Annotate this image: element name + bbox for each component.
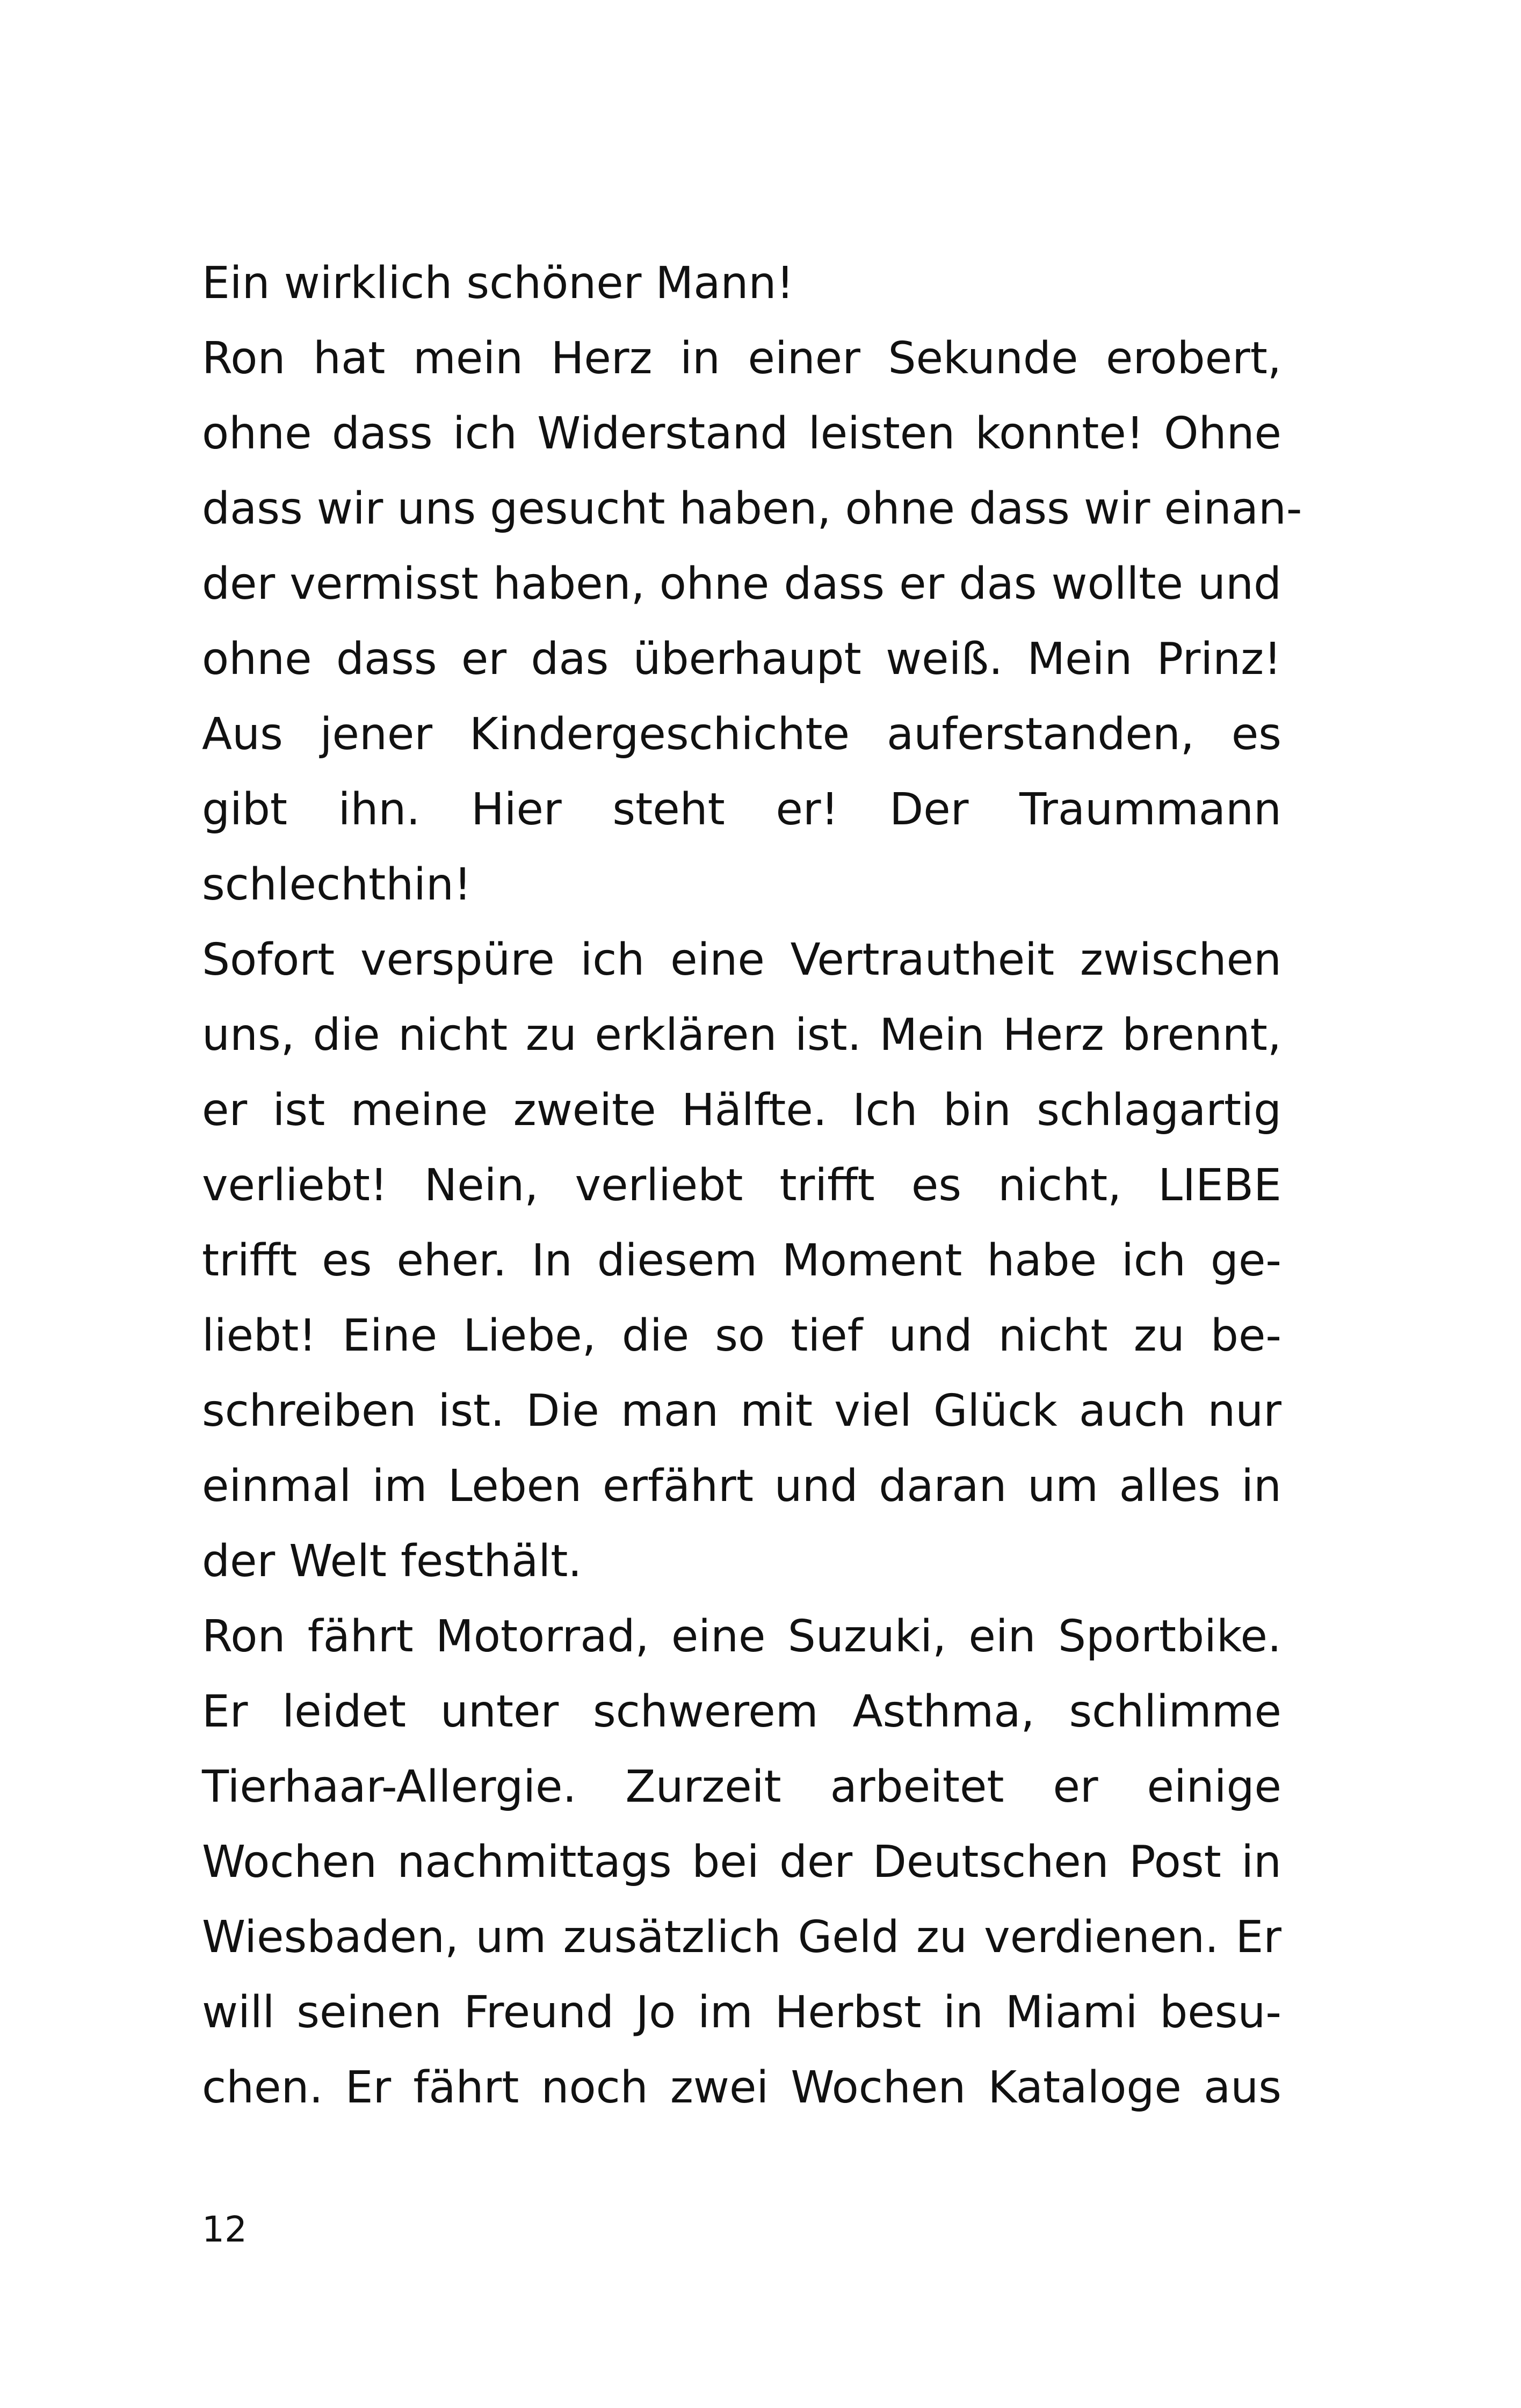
text-line-21: Tierhaar-Allergie. Zurzeit arbeitet er einige: [202, 1761, 1281, 1812]
text-line-13: verliebt! Nein, verliebt trifft es nicht, LIEBE: [202, 1160, 1281, 1211]
page-number: 12: [202, 2209, 247, 2250]
text-line-12: er ist meine zweite Hälfte. Ich bin schlagartig: [202, 1085, 1281, 1136]
text-line-20: Er leidet unter schwerem Asthma, schlimme: [202, 1686, 1281, 1737]
body-text: [202, 246, 1302, 2126]
text-line-7: Aus jener Kindergeschichte auferstanden, es: [202, 709, 1281, 760]
text-line-2: Ron hat mein Herz in einer Sekunde erobert,: [202, 333, 1281, 384]
text-line-9: schlechthin!: [202, 859, 472, 910]
text-line-5: der vermisst haben, ohne dass er das wollte und: [202, 559, 1281, 610]
text-line-11: uns, die nicht zu erklären ist. Mein Herz brennt,: [202, 1010, 1281, 1061]
text-line-23: Wiesbaden, um zusätzlich Geld zu verdienen. Er: [202, 1912, 1281, 1963]
text-line-15: liebt! Eine Liebe, die so tief und nicht zu be-: [202, 1310, 1281, 1361]
text-line-16: schreiben ist. Die man mit viel Glück auch nur: [202, 1386, 1281, 1437]
text-line-8: gibt ihn. Hier steht er! Der Traummann: [202, 784, 1281, 835]
text-line-18: der Welt festhält.: [202, 1536, 582, 1587]
text-line-10: Sofort verspüre ich eine Vertrautheit zwischen: [202, 934, 1281, 985]
text-line-22: Wochen nachmittags bei der Deutschen Post in: [202, 1837, 1281, 1888]
text-line-17: einmal im Leben erfährt und daran um alles in: [202, 1461, 1281, 1512]
text-line-19: Ron fährt Motorrad, eine Suzuki, ein Sportbike.: [202, 1611, 1281, 1662]
text-line-6: ohne dass er das überhaupt weiß. Mein Prinz!: [202, 634, 1281, 685]
text-line-24: will seinen Freund Jo im Herbst in Miami besu-: [202, 1987, 1281, 2038]
text-line-4: dass wir uns gesucht haben, ohne dass wir einan-: [202, 483, 1302, 534]
text-line-3: ohne dass ich Widerstand leisten konnte! Ohne: [202, 408, 1281, 459]
text-line-1: Ein wirklich schöner Mann!: [202, 258, 794, 309]
text-line-25: chen. Er fährt noch zwei Wochen Kataloge aus: [202, 2062, 1281, 2113]
text-line-14: trifft es eher. In diesem Moment habe ich ge-: [202, 1235, 1281, 1286]
